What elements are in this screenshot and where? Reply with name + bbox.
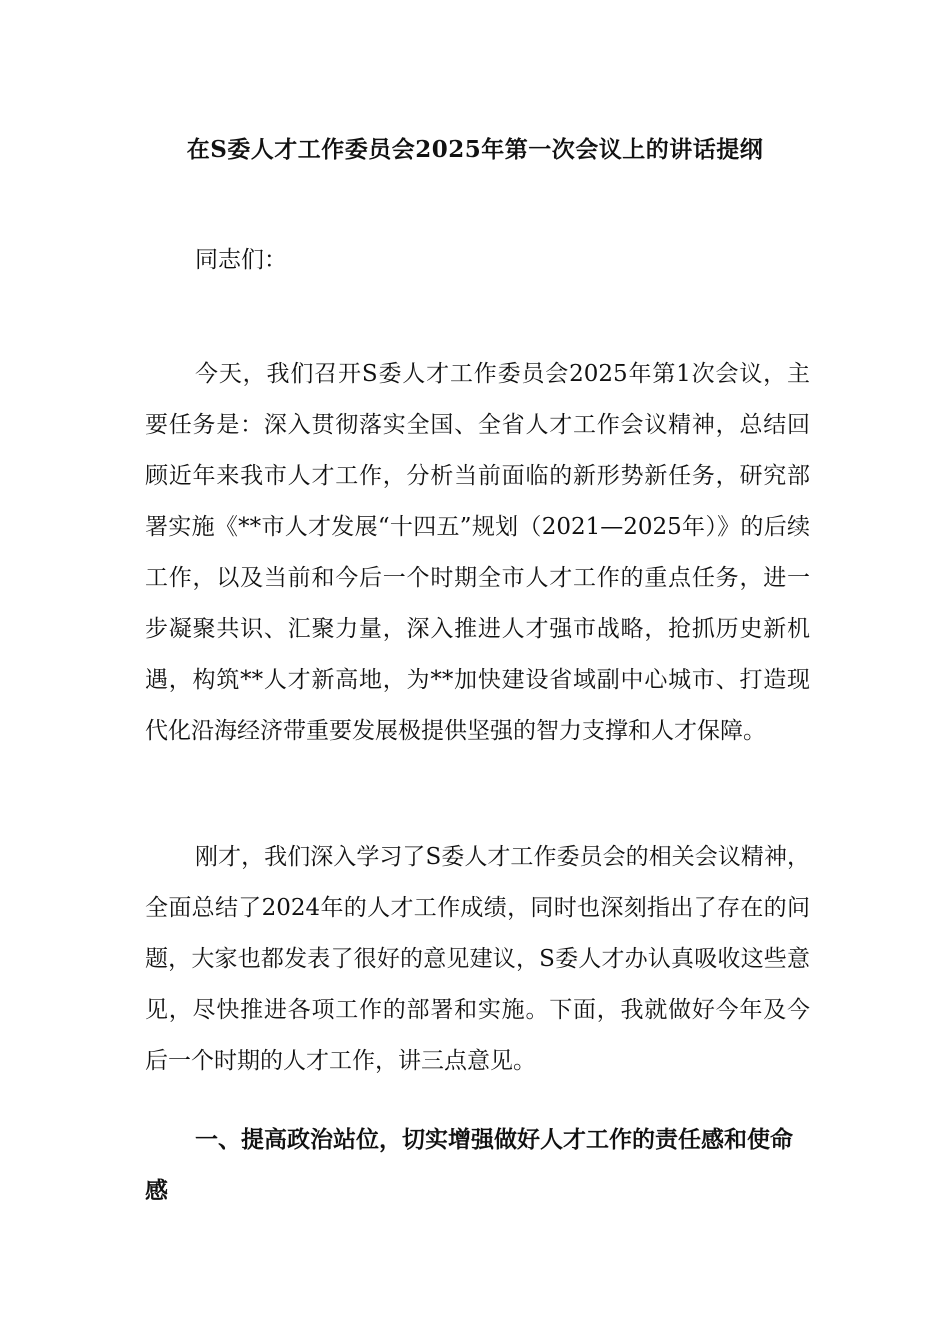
document-title: 在S委人才工作委员会2025年第一次会议上的讲话提纲	[186, 136, 764, 163]
section-heading-one: 一、提高政治站位，切实增强做好人才工作的责任感和使命感	[145, 1126, 793, 1204]
greeting: 同志们：	[195, 247, 287, 273]
paragraph-opening: 今天，我们召开S委人才工作委员会2025年第1次会议，主要任务是：深入贯彻落实全国、全省人才工作会议精神，总结回顾近年来我市人才工作，分析当前面临的新形势新任务，研究部署实施《**市人才发展“十四五”规划（2021—2025年）》的后续工作，以及当前和今后一个时期全市人才工作的重点任务，进一步凝聚共识、汇聚力量，深入推进人才强市战略，抢抓历史新机遇，构筑**人才新高地，为**加快建设省域副中心城市、打造现代化沿海经济带重要发展极提供坚强的智力支撑和人才保障。	[145, 361, 810, 744]
paragraph-summary: 刚才，我们深入学习了S委人才工作委员会的相关会议精神，全面总结了2024年的人才工作成绩，同时也深刻指出了存在的问题，大家也都发表了很好的意见建议，S委人才办认真吸收这些意见，尽快推进各项工作的部署和实施。下面，我就做好今年及今后一个时期的人才工作，讲三点意见。	[145, 844, 810, 1074]
